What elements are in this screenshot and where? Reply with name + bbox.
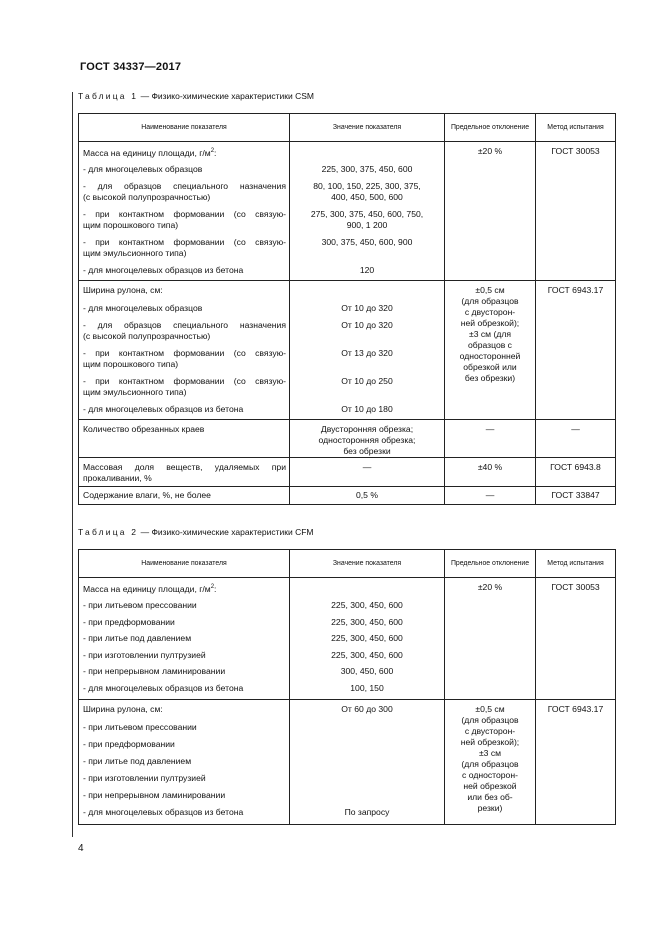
table1-volatile-deviation: ±40 % [445, 458, 536, 487]
table1-mass-value: 275, 300, 375, 450, 600, 750, 900, 1 200 [310, 209, 424, 230]
table2-width-item: - при литьевом прессовании [83, 721, 197, 732]
table1-edges-name: Количество обрезанных краев [79, 420, 290, 458]
table1-mass-item: - для образцов специального назначения (с высокой полупрозрачностью) [83, 181, 286, 202]
table1-mass-value: 225, 300, 375, 450, 600 [321, 164, 413, 174]
table2-width-item: - для многоцелевых образцов из бетона [83, 806, 244, 817]
header-deviation: Предельное отклонение [445, 550, 536, 578]
table2-width-item: - при литье под давлением [83, 755, 192, 766]
header-method: Метод испытания [536, 550, 616, 578]
table1-width-item: - для многоцелевых образцов [83, 303, 203, 313]
table1-header-row [79, 114, 616, 142]
table2-width-deviation: ±0,5 см (для образцов с двусторон- ней обрезкой); ±3 см (для образцов с односторон- ней обрезкой или без об- резки) [445, 699, 536, 824]
table1-width-names [79, 281, 290, 420]
table1-width-item: - при контактном формовании (со связую- щим эмульсионного типа) [83, 376, 286, 397]
header-method: Метод испытания [536, 114, 616, 142]
table2-width-names [79, 699, 290, 824]
table1-width-row [79, 281, 616, 420]
table2-width-method: ГОСТ 6943.17 [536, 699, 616, 824]
table2-mass-item: - при литьевом прессовании [83, 600, 197, 610]
table1-width-value: От 13 до 320 [341, 348, 393, 358]
table2-mass-item: - при непрерывном ламинировании [83, 666, 226, 676]
table1-width-value: От 10 до 250 [341, 376, 393, 386]
table2-mass-title: Масса на единицу площади, $г/м^2$: [83, 583, 217, 594]
table1-moisture-name: Содержание влаги, %, не более [79, 487, 290, 505]
table2-mass-item: - для многоцелевых образцов из бетона [83, 682, 244, 693]
table2-mass-value: 100, 150 [350, 682, 384, 693]
table1-mass-title: Масса на единицу площади, $г/м^2$: [83, 147, 217, 158]
table2-width-value-bottom: По запросу [344, 806, 390, 817]
table2-mass-value: 225, 300, 450, 600 [331, 633, 403, 643]
table1-mass-value: 300, 375, 450, 600, 900 [321, 237, 413, 247]
table2 [78, 549, 616, 825]
table1-width-value: От 10 до 320 [341, 320, 393, 330]
header-name: Наименование показателя [79, 550, 290, 578]
header-value: Значение показателя [290, 550, 445, 578]
table2-mass-item: - при литье под давлением [83, 633, 192, 643]
table1-moisture-row [79, 487, 616, 505]
table2-mass-names [79, 578, 290, 700]
table1-volatile-method: ГОСТ 6943.8 [536, 458, 616, 487]
document-id: ГОСТ 34337—2017 [80, 61, 182, 73]
table1-mass-names [79, 142, 290, 281]
table1-width-item: - для многоцелевых образцов из бетона [83, 404, 244, 414]
table1-width-method: ГОСТ 6943.17 [536, 281, 616, 420]
table1-moisture-method: ГОСТ 33847 [536, 487, 616, 505]
table1-mass-value: 80, 100, 150, 225, 300, 375, 400, 450, 500, 600 [313, 181, 421, 202]
table1-caption-text: — Физико-химические характеристики CSM [138, 91, 314, 101]
table1-moisture-value: 0,5 % [290, 487, 445, 505]
header-deviation: Предельное отклонение [445, 114, 536, 142]
table1-width-values [290, 281, 445, 420]
table1-edges-method: — [536, 420, 616, 458]
table1-volatile-name: Массовая доля веществ, удаляемых при прокаливании, % [79, 458, 290, 487]
table1-mass-item: - при контактном формовании (со связую- щим порошкового типа) [83, 209, 286, 230]
table1-edges-deviation: — [445, 420, 536, 458]
table1-mass-values [290, 142, 445, 281]
table2-caption-label: Таблица 2 [78, 527, 139, 537]
table2-header-row [79, 550, 616, 578]
table1-mass-row [79, 142, 616, 281]
table2-mass-value: 225, 300, 450, 600 [331, 649, 403, 660]
table2-width-values [290, 699, 445, 824]
table2-width-item: - при непрерывном ламинировании [83, 789, 226, 800]
table1-edges-row [79, 420, 616, 458]
table1-mass-method: ГОСТ 30053 [536, 142, 616, 281]
table1-caption [78, 91, 314, 101]
table2-mass-deviation: ±20 % [445, 578, 536, 700]
header-name: Наименование показателя [79, 114, 290, 142]
table1-mass-item: - для многоцелевых образцов [83, 164, 203, 174]
table2-width-title: Ширина рулона, см: [83, 703, 163, 714]
table2-mass-item: - при предформовании [83, 616, 175, 627]
table1-width-value: От 10 до 180 [341, 404, 393, 414]
table1-mass-item: - при контактном формовании (со связую- щим эмульсионного типа) [83, 237, 286, 258]
header-value: Значение показателя [290, 114, 445, 142]
table2-mass-value: 300, 450, 600 [340, 666, 394, 676]
table1-edges-value: Двусторонняя обрезка; односторонняя обрезка; без обрезки [290, 420, 445, 458]
table1 [78, 113, 616, 505]
table1-width-title: Ширина рулона, см: [83, 285, 163, 295]
table1-mass-item: - для многоцелевых образцов из бетона [83, 265, 244, 275]
table2-width-value-top: От 60 до 300 [341, 703, 393, 714]
table2-mass-values [290, 578, 445, 700]
table1-mass-value: 120 [359, 265, 375, 275]
table2-mass-value: 225, 300, 450, 600 [331, 616, 403, 627]
table2-mass-item: - при изготовлении пултрузией [83, 649, 206, 660]
table1-width-deviation: ±0,5 см (для образцов с двусторон- ней обрезкой); ±3 см (для образцов с односторонней обрезкой или без обрезки) [445, 281, 536, 420]
table1-caption-label: Таблица 1 [78, 91, 139, 101]
table1-volatile-row [79, 458, 616, 487]
table2-caption-text: — Физико-химические характеристики CFM [138, 527, 314, 537]
table2-mass-method: ГОСТ 30053 [536, 578, 616, 700]
page-number: 4 [78, 843, 84, 854]
table1-width-item: - при контактном формовании (со связую- щим порошкового типа) [83, 348, 286, 369]
table1-moisture-deviation: — [445, 487, 536, 505]
left-margin-rule [72, 92, 73, 837]
table2-width-row [79, 699, 616, 824]
table2-caption [78, 527, 314, 537]
table2-mass-row [79, 578, 616, 700]
table1-volatile-value: — [290, 458, 445, 487]
table1-mass-deviation: ±20 % [445, 142, 536, 281]
table1-width-item: - для образцов специального назначения (с высокой полупрозрачностью) [83, 320, 286, 341]
table1-width-value: От 10 до 320 [341, 303, 393, 313]
table2-mass-value: 225, 300, 450, 600 [331, 600, 403, 610]
table2-width-item: - при предформовании [83, 738, 175, 749]
table2-width-item: - при изготовлении пултрузией [83, 772, 206, 783]
